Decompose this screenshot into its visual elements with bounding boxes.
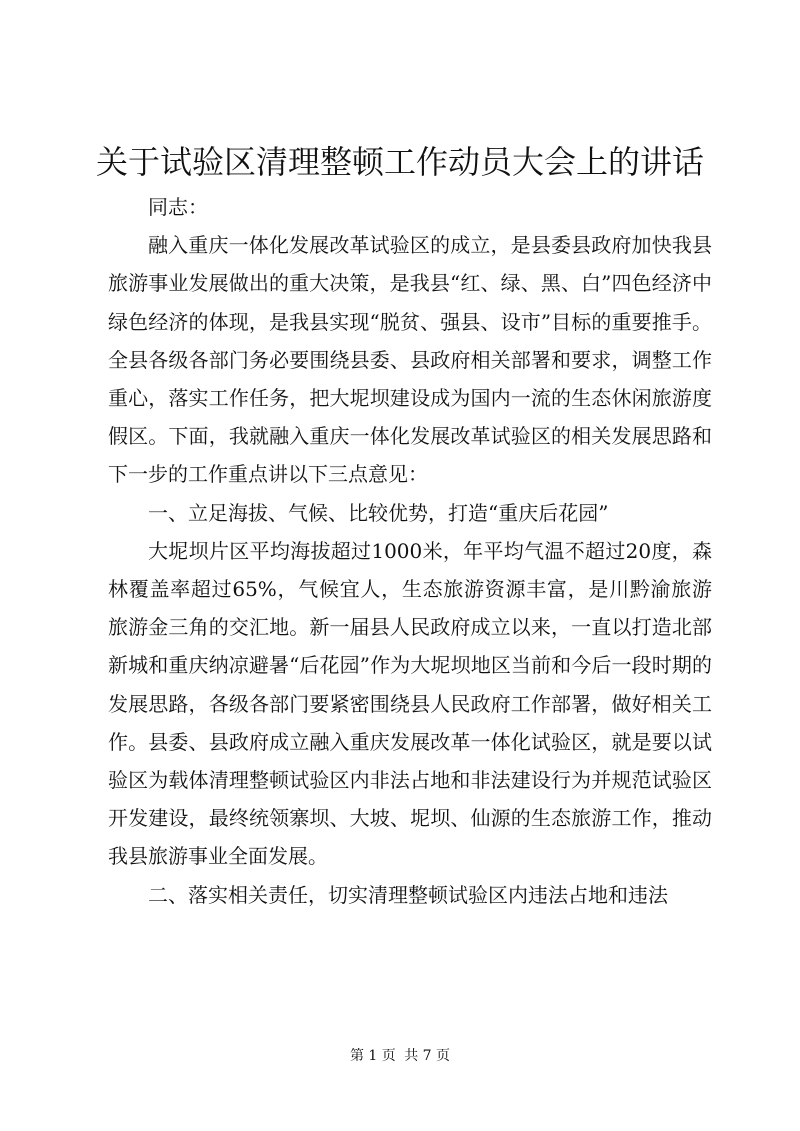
paragraph-section-1: 大坭坝片区平均海拔超过1000米，年平均气温不超过20度，森林覆盖率超过65%，气候宜人，生态旅游资源丰富，是川黔渝旅游旅游金三角的交汇地。新一届县人民政府成立以来，一直以打造北部新城和重庆纳凉避暑“后花园”作为大坭坝地区当前和今后一段时期的发展思路，各级各部门要紧密围绕县人民政府工作部署，做好相关工作。县委、县政府成立融入重庆发展改革一体化试验区，就是要以试验区为载体清理整顿试验区内非法占地和非法建设行为并规范试验区开发建设，最终统领寨坝、大坡、坭坝、仙源的生态旅游工作，推动我县旅游事业全面发展。 — [108, 538, 712, 869]
document-title: 关于试验区清理整顿工作动员大会上的讲话 — [95, 143, 704, 181]
section-heading-2: 二、落实相关责任，切实清理整顿试验区内违法占地和违法 — [148, 882, 668, 907]
salutation: 同志： — [148, 195, 208, 219]
paragraph-intro: 融入重庆一体化发展改革试验区的成立，是县委县政府加快我县旅游事业发展做出的重大决策，是我县“红、绿、黑、白”四色经济中绿色经济的体现，是我县实现“脱贫、强县、设市”目标的重要推手。全县各级各部门务必要围绕县委、县政府相关部署和要求，调整工作重心，落实工作任务，把大坭坝建设成为国内一流的生态休闲旅游度假区。下面，我就融入重庆一体化发展改革试验区的相关发展思路和下一步的工作重点讲以下三点意见： — [108, 233, 712, 487]
page-total: 共 7 页 — [404, 1048, 451, 1064]
document-body — [108, 188, 712, 914]
page-number: 第 1 页 — [349, 1048, 396, 1064]
page-footer — [0, 1046, 800, 1066]
section-heading-1: 一、立足海拔、气候、比较优势，打造“重庆后花园” — [148, 500, 609, 525]
